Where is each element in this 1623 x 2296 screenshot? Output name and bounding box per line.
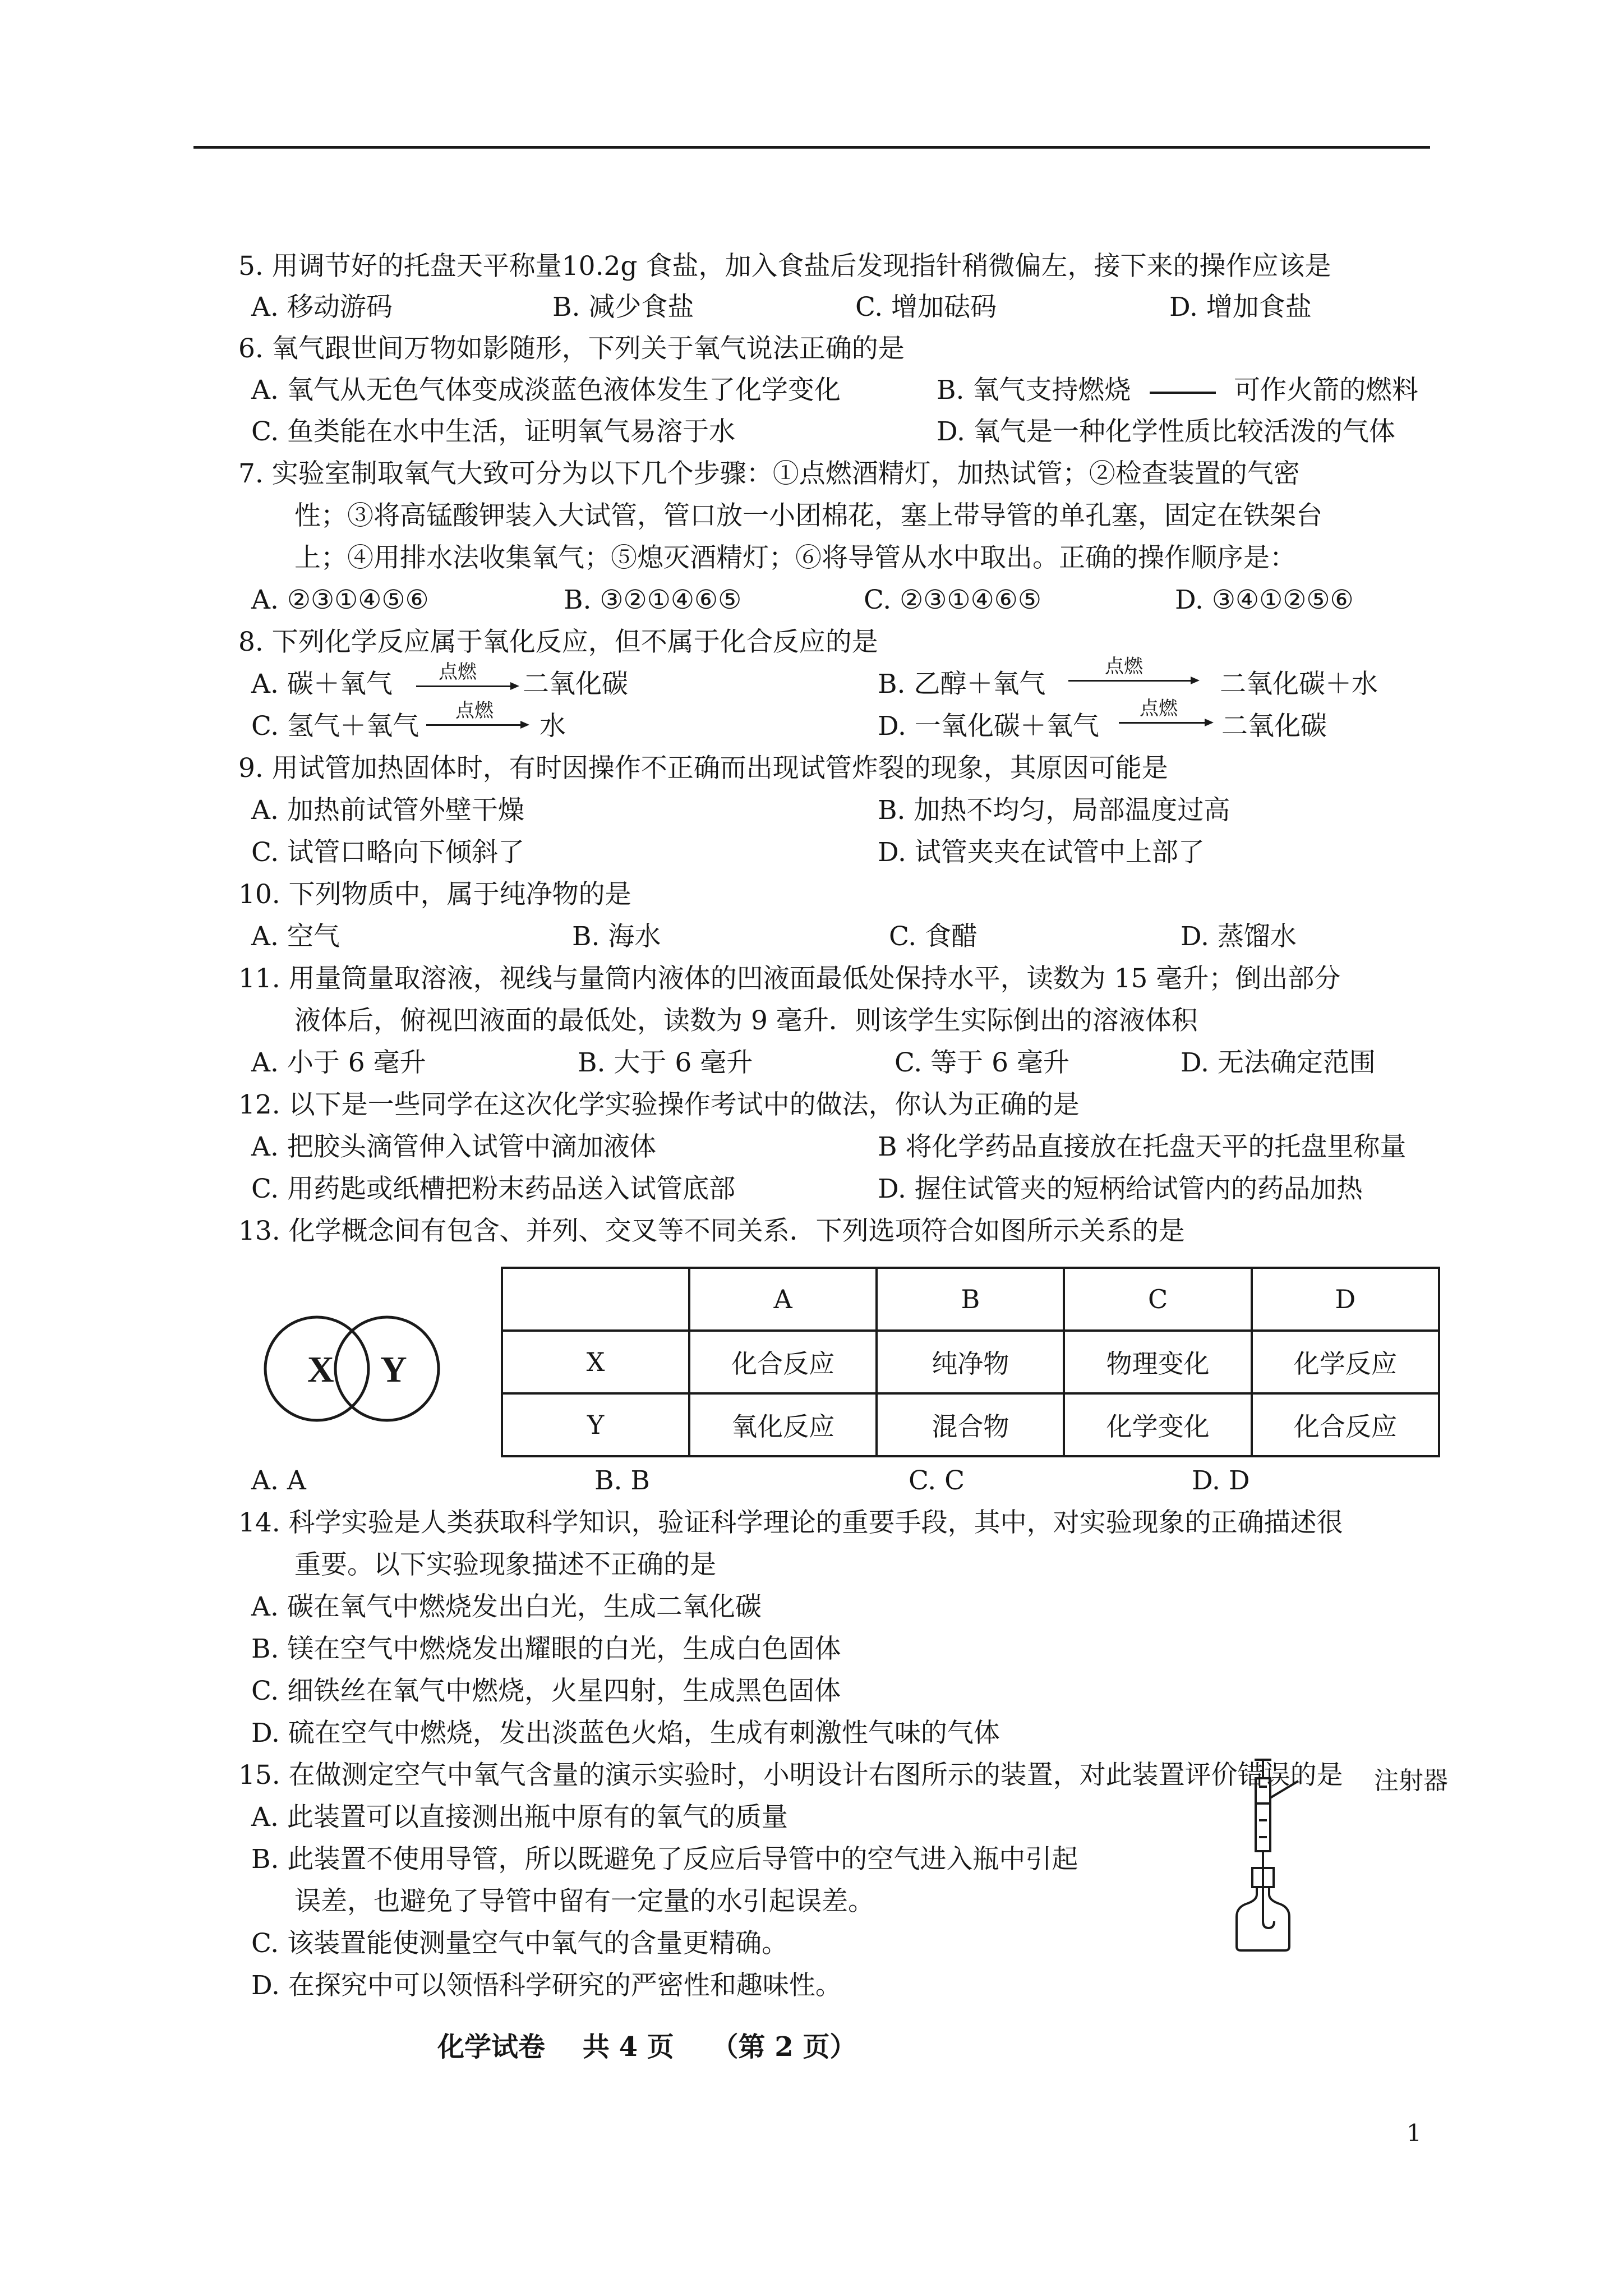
q11-option-b: B. 大于 6 毫升 (578, 1047, 753, 1078)
table-header-cell: C (1064, 1268, 1251, 1331)
q8-option-a-products: 二氧化碳 (523, 669, 628, 700)
table-header-cell: D (1252, 1268, 1439, 1331)
page-footer (437, 2025, 856, 2064)
table-cell: 混合物 (877, 1393, 1064, 1456)
q14-option-c: C. 细铁丝在氧气中燃烧，火星四射，生成黑色固体 (251, 1676, 841, 1706)
q9-stem: 9. 用试管加热固体时，有时因操作不正确而出现试管炸裂的现象，其原因可能是 (238, 753, 1168, 784)
q15-option-b-line-2: 误差，也避免了导管中留有一定量的水引起误差。 (294, 1886, 874, 1917)
q6-option-b-suffix: 可作火箭的燃料 (1234, 375, 1418, 406)
relation-table (501, 1267, 1440, 1457)
q14-option-a: A. 碳在氧气中燃烧发出白光，生成二氧化碳 (251, 1591, 762, 1622)
q13-option-b: B. B (594, 1465, 650, 1496)
q12-option-a: A. 把胶头滴管伸入试管中滴加液体 (251, 1131, 656, 1162)
q14-option-d: D. 硫在空气中燃烧，发出淡蓝色火焰，生成有刺激性气味的气体 (251, 1718, 1000, 1749)
q7-option-d: D. ③④①②⑤⑥ (1175, 585, 1354, 615)
q5-stem: 5. 用调节好的托盘天平称量10.2g 食盐，加入食盐后发现指针稍微偏左，接下来的操作应该是 (238, 251, 1331, 282)
venn-diagram (264, 1304, 477, 1433)
q8-option-b-arrow (1068, 680, 1197, 682)
q13-stem: 13. 化学概念间有包含、并列、交叉等不同关系．下列选项符合如图所示关系的是 (238, 1216, 1185, 1246)
q7-line-3: 上；④用排水法收集氧气；⑤熄灭酒精灯；⑥将导管从水中取出。正确的操作顺序是： (294, 542, 1296, 573)
q8-option-b-products: 二氧化碳＋水 (1220, 669, 1378, 700)
q6-option-b: B. 氧气支持燃烧 (937, 375, 1131, 406)
q11-option-a: A. 小于 6 毫升 (251, 1047, 426, 1078)
table-cell: 化合反应 (1252, 1393, 1439, 1456)
table-cell: 氧化反应 (689, 1393, 877, 1456)
q9-option-d: D. 试管夹夹在试管中上部了 (878, 837, 1205, 868)
bottle-icon (1237, 1868, 1289, 1950)
syringe-label: 注射器 (1374, 1766, 1448, 1795)
q5-option-d: D. 增加食盐 (1169, 292, 1312, 323)
q6-option-a: A. 氧气从无色气体变成淡蓝色液体发生了化学变化 (251, 375, 841, 406)
q8-option-c-reactants: C. 氢气＋氧气 (251, 711, 419, 742)
q8-option-a-arrow (416, 685, 517, 687)
table-header-cell (502, 1268, 689, 1331)
footer-subject: 化学试卷 (437, 2031, 546, 2063)
venn-label-x: X (307, 1349, 334, 1390)
page-number: 1 (1407, 2119, 1422, 2147)
q7-option-b: B. ③②①④⑥⑤ (564, 585, 742, 615)
q5-option-a: A. 移动游码 (251, 292, 393, 323)
q7-line-2: 性；③将高锰酸钾装入大试管，管口放一小团棉花，塞上带导管的单孔塞，固定在铁架台 (294, 500, 1322, 531)
q15-option-c: C. 该装置能使测量空气中氧气的含量更精确。 (251, 1928, 789, 1959)
q15-option-d: D. 在探究中可以领悟科学研究的严密性和趣味性。 (251, 1970, 842, 2001)
q11-line-1: 11. 用量筒量取溶液，视线与量筒内液体的凹液面最低处保持水平，读数为 15 毫升；倒出部分 (238, 963, 1341, 994)
q11-option-d: D. 无法确定范围 (1181, 1047, 1376, 1078)
q10-option-d: D. 蒸馏水 (1181, 921, 1297, 952)
q8-option-c-products: 水 (540, 711, 566, 742)
q8-option-d-products: 二氧化碳 (1221, 711, 1327, 742)
q9-option-a: A. 加热前试管外壁干燥 (251, 795, 524, 826)
q13-option-c: C. C (909, 1465, 965, 1496)
q13-option-d: D. D (1192, 1465, 1250, 1496)
q8-option-b-condition: 点燃 (1105, 655, 1143, 678)
table-cell: 化学反应 (1252, 1331, 1439, 1393)
q15-stem: 15. 在做测定空气中氧气含量的演示实验时，小明设计右图所示的装置，对此装置评价错误的是 (238, 1760, 1343, 1791)
footer-current-page: （第 2 页） (711, 2031, 857, 2063)
q10-option-b: B. 海水 (572, 921, 661, 952)
table-cell: 物理变化 (1064, 1331, 1251, 1393)
q8-option-d-reactants: D. 一氧化碳＋氧气 (878, 711, 1099, 742)
q11-line-2: 液体后，俯视凹液面的最低处，读数为 9 毫升．则该学生实际倒出的溶液体积 (294, 1005, 1198, 1036)
q8-option-d-condition: 点燃 (1140, 697, 1178, 720)
table-cell: Y (502, 1393, 689, 1456)
table-cell: 化合反应 (689, 1331, 877, 1393)
syringe-icon (1255, 1760, 1298, 1868)
q13-option-a: A. A (251, 1465, 306, 1496)
venn-label-y: Y (380, 1349, 407, 1390)
table-header-row (502, 1268, 1439, 1331)
table-header-cell: B (877, 1268, 1064, 1331)
q12-stem: 12. 以下是一些同学在这次化学实验操作考试中的做法，你认为正确的是 (238, 1089, 1080, 1120)
table-row (502, 1393, 1439, 1456)
table-cell: 化学变化 (1064, 1393, 1251, 1456)
q12-option-d: D. 握住试管夹的短柄给试管内的药品加热 (878, 1174, 1363, 1204)
q8-option-a-condition: 点燃 (439, 661, 477, 683)
q15-option-b-line-1: B. 此装置不使用导管，所以既避免了反应后导管中的空气进入瓶中引起 (251, 1844, 1078, 1875)
q8-option-b-reactants: B. 乙醇＋氧气 (878, 669, 1046, 700)
q10-stem: 10. 下列物质中，属于纯净物的是 (238, 879, 631, 910)
q14-line-1: 14. 科学实验是人类获取科学知识，验证科学理论的重要手段，其中，对实验现象的正确描述很 (238, 1507, 1343, 1538)
table-cell: X (502, 1331, 689, 1393)
footer-total-pages: 共 4 页 (582, 2031, 674, 2063)
q9-option-c: C. 试管口略向下倾斜了 (251, 837, 525, 868)
q8-stem: 8. 下列化学反应属于氧化反应，但不属于化合反应的是 (238, 627, 878, 657)
q10-option-a: A. 空气 (251, 921, 340, 952)
q15-option-a: A. 此装置可以直接测出瓶中原有的氧气的质量 (251, 1802, 788, 1833)
q7-option-c: C. ②③①④⑥⑤ (864, 585, 1041, 615)
header-rule (193, 146, 1430, 149)
q14-line-2: 重要。以下实验现象描述不正确的是 (294, 1549, 716, 1580)
q7-line-1: 7. 实验室制取氧气大致可分为以下几个步骤：①点燃酒精灯，加热试管；②检查装置的气密 (238, 458, 1300, 489)
q5-option-c: C. 增加砝码 (855, 292, 997, 323)
table-cell: 纯净物 (877, 1331, 1064, 1393)
table-header-cell: A (689, 1268, 877, 1331)
q8-option-c-condition: 点燃 (455, 700, 494, 722)
q9-option-b: B. 加热不均匀，局部温度过高 (878, 795, 1230, 826)
q8-option-c-arrow (426, 724, 527, 726)
q14-option-b: B. 镁在空气中燃烧发出耀眼的白光，生成白色固体 (251, 1634, 841, 1664)
q12-option-c: C. 用药匙或纸槽把粉末药品送入试管底部 (251, 1174, 736, 1204)
q6-option-c: C. 鱼类能在水中生活，证明氧气易溶于水 (251, 416, 736, 447)
q5-option-b: B. 减少食盐 (552, 292, 694, 323)
q7-option-a: A. ②③①④⑤⑥ (251, 585, 429, 615)
q6-option-d: D. 氧气是一种化学性质比较活泼的气体 (937, 416, 1395, 447)
table-row (502, 1331, 1439, 1393)
q8-option-a-reactants: A. 碳＋氧气 (251, 669, 393, 700)
q6-stem: 6. 氧气跟世间万物如影随形，下列关于氧气说法正确的是 (238, 333, 905, 364)
q6-dash (1150, 392, 1216, 394)
q8-option-d-arrow (1119, 722, 1211, 724)
q10-option-c: C. 食醋 (889, 921, 978, 952)
q12-option-b: B 将化学药品直接放在托盘天平的托盘里称量 (878, 1131, 1407, 1162)
q11-option-c: C. 等于 6 毫升 (895, 1047, 1069, 1078)
